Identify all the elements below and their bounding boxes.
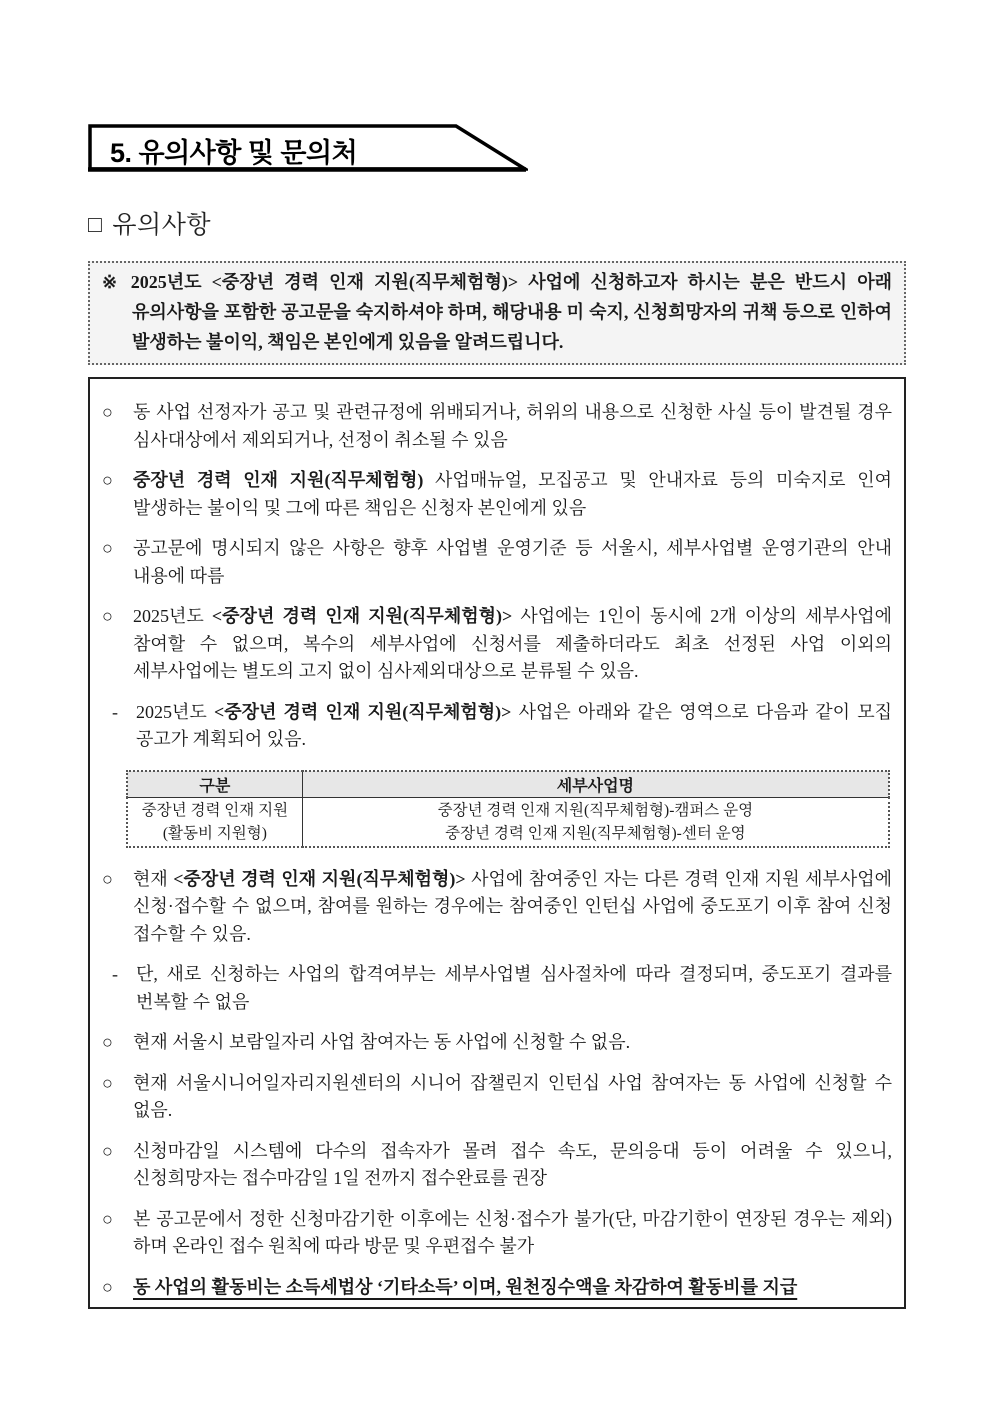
note-text: 현재 서울시 보람일자리 사업 참여자는 동 사업에 신청할 수 없음.: [133, 1032, 631, 1052]
table-cell-programs: [302, 797, 889, 847]
square-bullet-icon: □: [88, 211, 103, 237]
note-text: 동 사업 선정자가 공고 및 관련규정에 위배되거나, 허위의 내용으로 신청한 사실 등이 발견될 경우 심사대상에서 제외되거나, 선정이 취소될 수 있음: [133, 402, 892, 450]
note-text: 동 사업의 활동비는 소득세법상 ‘기타소득’ 이며, 원천징수액을 차감하여 활동비를 지급: [133, 1276, 798, 1297]
note-item: [100, 1070, 892, 1125]
note-item: [100, 1206, 892, 1261]
notes-list-after-table: [100, 866, 892, 1302]
table-row: [127, 797, 889, 847]
note-text: 현재 <중장년 경력 인재 지원(직무체험형)> 사업에 참여중인 자는 다른 경력 인재 지원 세부사업에 신청·접수할 수 없으며, 참여를 원하는 경우에는 참여중인 인턴십 사업에 중도포기 이후 참여 신청 접수할 수 있음.: [133, 868, 892, 944]
notice-text: [102, 267, 892, 357]
note-item: [100, 1138, 892, 1193]
document-content: [88, 124, 906, 1309]
circle-bullet-icon: ○: [102, 868, 113, 889]
program-plan-table: [126, 770, 890, 848]
dash-marker-icon: -: [112, 964, 118, 984]
note-item: [100, 535, 892, 590]
circle-bullet-icon: ○: [102, 1032, 113, 1052]
circle-bullet-icon: ○: [102, 402, 113, 422]
notes-list-before-table: [100, 399, 892, 754]
section-heading-label: 유의사항: [112, 211, 212, 239]
sub-note-item: [100, 699, 892, 754]
category-line-2: (활동비 지원형): [162, 824, 267, 842]
program-line-2: 중장년 경력 인재 지원(직무체험형)-센터 운영: [445, 824, 746, 842]
note-item: [100, 467, 892, 522]
reference-mark-icon: ※: [102, 272, 123, 292]
circle-bullet-icon: ○: [102, 1072, 113, 1093]
note-text: 공고문에 명시되지 않은 사항은 향후 사업별 운영기준 등 서울시, 세부사업별 운영기관의 안내 내용에 따름: [133, 538, 892, 586]
table-header-program: 세부사업명: [302, 771, 889, 798]
sub-note-item: [100, 961, 892, 1016]
section-heading: [88, 205, 906, 241]
note-item: [100, 399, 892, 454]
note-text: 2025년도 <중장년 경력 인재 지원(직무체험형)> 사업에는 1인이 동시에 2개 이상의 세부사업에 참여할 수 없으며, 복수의 세부사업에 신청서를 제출하더라도 최초 선정된 사업 이외의 세부사업에는 별도의 고지 없이 심사제외대상으로 분류될 수 있음.: [133, 606, 892, 681]
note-text: 단, 새로 신청하는 사업의 합격여부는 세부사업별 심사절차에 따라 결정되며, 중도포기 결과를 번복할 수 없음: [136, 964, 892, 1012]
note-text: 2025년도 <중장년 경력 인재 지원(직무체험형)> 사업은 아래와 같은 영역으로 다음과 같이 모집 공고가 계획되어 있음.: [136, 701, 892, 749]
circle-bullet-icon: ○: [102, 538, 113, 558]
program-line-1: 중장년 경력 인재 지원(직무체험형)-캠퍼스 운영: [437, 801, 754, 819]
note-item: [100, 603, 892, 686]
circle-bullet-icon: ○: [102, 1276, 113, 1297]
circle-bullet-icon: ○: [102, 470, 113, 490]
table-cell-category: [127, 797, 302, 847]
category-line-1: 중장년 경력 인재 지원: [141, 801, 289, 819]
dash-marker-icon: -: [112, 701, 118, 722]
note-text: 신청마감일 시스템에 다수의 접속자가 몰려 접수 속도, 문의응대 등이 어려울 수 있으니, 신청희망자는 접수마감일 1일 전까지 접수완료를 권장: [133, 1140, 892, 1188]
circle-bullet-icon: ○: [102, 606, 113, 626]
circle-bullet-icon: ○: [102, 1140, 113, 1161]
note-text: 중장년 경력 인재 지원(직무체험형) 사업매뉴얼, 모집공고 및 안내자료 등의 미숙지로 인여 발생하는 불이익 및 그에 따른 책임은 신청자 본인에게 있음: [133, 470, 892, 518]
note-item: [100, 1274, 892, 1302]
page-title: 5. 유의사항 및 문의처: [110, 138, 358, 168]
table-header-category: 구분: [127, 771, 302, 798]
note-text: 현재 서울시니어일자리지원센터의 시니어 잡챌린지 인턴십 사업 참여자는 동 사업에 신청할 수 없음.: [133, 1072, 892, 1120]
notes-box: [88, 377, 906, 1309]
section-banner: [88, 124, 528, 172]
notice-body: 2025년도 <중장년 경력 인재 지원(직무체험형)> 사업에 신청하고자 하시는 분은 반드시 아래 유의사항을 포함한 공고문을 숙지하셔야 하며, 해당내용 미 숙지, 신청희망자의 귀책 등으로 인하여 발생하는 불이익, 책임은 본인에게 있음을 알려드립니다.: [130, 272, 892, 352]
note-item: [100, 866, 892, 949]
note-item: [100, 1029, 892, 1057]
notice-box: [88, 261, 906, 365]
note-text: 본 공고문에서 정한 신청마감기한 이후에는 신청·접수가 불가(단, 마감기한이 연장된 경우는 제외)하며 온라인 접수 원칙에 따라 방문 및 우편접수 불가: [133, 1208, 892, 1256]
table-header-row: [127, 771, 889, 798]
circle-bullet-icon: ○: [102, 1208, 113, 1229]
